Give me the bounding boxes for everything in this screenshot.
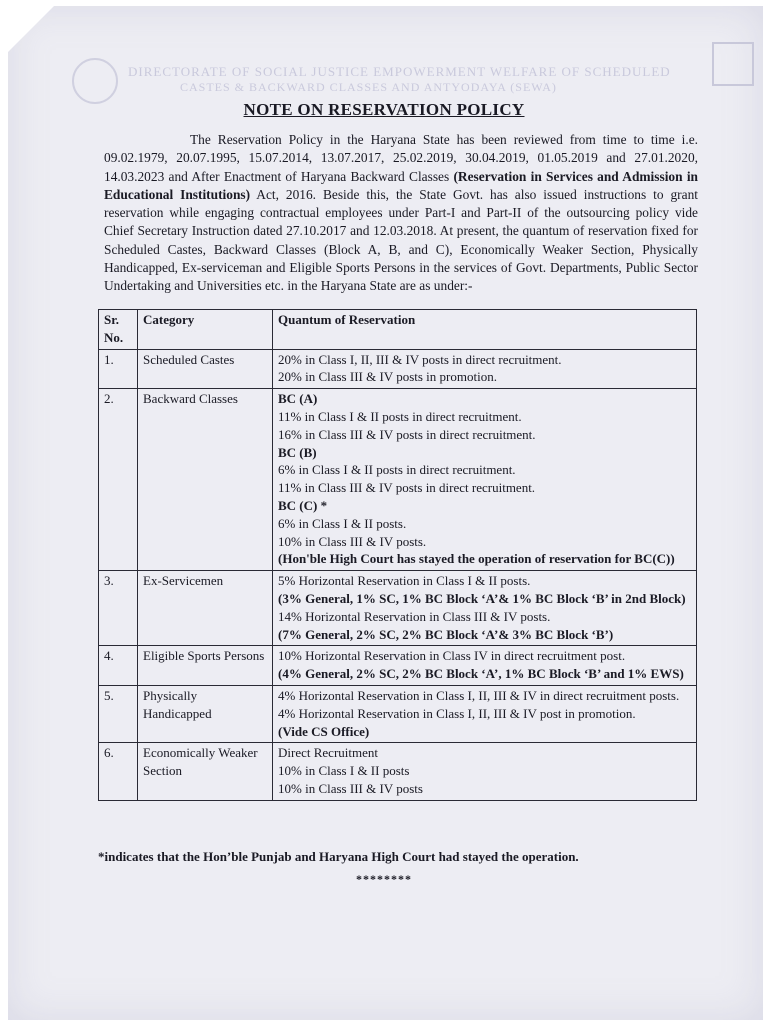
table-header-row — [99, 310, 697, 350]
row-sr-no: 3. — [99, 571, 138, 646]
table-row — [99, 646, 697, 686]
quantum-line: 20% in Class I, II, III & IV posts in direct recruitment. — [278, 351, 562, 367]
row-category: Ex-Servicemen — [138, 571, 273, 646]
intro-paragraph — [104, 131, 698, 296]
quantum-line: 10% in Class I & II posts — [278, 763, 410, 779]
quantum-line: 16% in Class III & IV posts in direct recruitment. — [278, 426, 536, 442]
quantum-line: 10% in Class III & IV posts. — [278, 533, 427, 549]
quantum-line: (Vide CS Office) — [278, 723, 370, 739]
header-sr-no: Sr. No. — [99, 310, 138, 350]
quantum-line: 10% in Class III & IV posts — [278, 780, 423, 796]
page-title: NOTE ON RESERVATION POLICY — [243, 100, 525, 119]
row-quantum — [273, 743, 697, 800]
table-body — [99, 349, 697, 800]
intro-text-2: Act, 2016. Beside this, the State Govt. has also issued instructions to grant reservation while engaging contractual employees under Part-I and Part-II of the outsourcing policy vide Chief Secretary Instruction dated 27.10.2017 and 12.03.2018. At present, the quantum of reservation fixed for Scheduled Castes, Backward Classes (Block A, B, and C), Economically Weaker Section, Physically Handicapped, Ex-serviceman and Eligible Sports Persons in the services of Govt. Departments, Public Sector Undertaking and Universities etc. in the Haryana State are as under:- — [104, 186, 699, 294]
bleed-through-header-line1: DIRECTORATE OF SOCIAL JUSTICE EMPOWERMENT WELFARE OF SCHEDULED — [128, 64, 671, 79]
header-quantum: Quantum of Reservation — [273, 310, 697, 350]
row-sr-no: 6. — [99, 743, 138, 800]
quantum-line: 10% Horizontal Reservation in Class IV in direct recruitment post. — [278, 648, 626, 664]
row-quantum — [273, 571, 697, 646]
quantum-line: 4% Horizontal Reservation in Class I, II, III & IV in direct recruitment posts. — [278, 687, 680, 703]
quantum-line: BC (B) — [278, 444, 317, 460]
quantum-line: 4% Horizontal Reservation in Class I, II, III & IV post in promotion. — [278, 705, 636, 721]
row-sr-no: 2. — [99, 389, 138, 571]
intro-text-1: The Reservation Policy in the Haryana State has been reviewed from time to time i.e. 09.02.1979, 20.07.1995, 15.07.2014, 13.07.2017, 25.02.2019, 30.04.2019, 01.05.2019 and 27.01.2020, 14.03.2023 and After Enactment of Haryana Backward Classes — [104, 132, 698, 184]
intro-act-name: (Reservation in Services and Admission in Educational Institutions) — [104, 168, 698, 202]
quantum-line: (Hon'ble High Court has stayed the operation of reservation for BC(C)) — [278, 551, 675, 567]
row-category: Physically Handicapped — [138, 685, 273, 742]
quantum-line: 11% in Class I & II posts in direct recruitment. — [278, 408, 522, 424]
quantum-line: 20% in Class III & IV posts in promotion. — [278, 369, 497, 385]
row-category: Backward Classes — [138, 389, 273, 571]
quantum-line: BC (C) * — [278, 497, 328, 513]
folded-corner — [8, 6, 54, 52]
logo-stamp — [712, 42, 754, 86]
quantum-line: Direct Recruitment — [278, 745, 378, 761]
row-sr-no: 4. — [99, 646, 138, 686]
row-category: Eligible Sports Persons — [138, 646, 273, 686]
reservation-table — [98, 309, 697, 801]
emblem-seal — [72, 58, 118, 104]
table-row — [99, 389, 697, 571]
row-sr-no: 5. — [99, 685, 138, 742]
row-quantum — [273, 685, 697, 742]
row-quantum — [273, 349, 697, 389]
quantum-line: 11% in Class III & IV posts in direct recruitment. — [278, 480, 536, 496]
row-category: Economically Weaker Section — [138, 743, 273, 800]
end-mark: ******** — [356, 872, 412, 886]
quantum-line: 5% Horizontal Reservation in Class I & II posts. — [278, 573, 531, 589]
quantum-line: (3% General, 1% SC, 1% BC Block ‘A’& 1% BC Block ‘B’ in 2nd Block) — [278, 590, 686, 606]
row-quantum — [273, 389, 697, 571]
quantum-line: (7% General, 2% SC, 2% BC Block ‘A’& 3% BC Block ‘B’) — [278, 626, 614, 642]
table-row — [99, 571, 697, 646]
row-sr-no: 1. — [99, 349, 138, 389]
table-row — [99, 685, 697, 742]
quantum-line: (4% General, 2% SC, 2% BC Block ‘A’, 1% BC Block ‘B’ and 1% EWS) — [278, 666, 684, 682]
quantum-line: 6% in Class I & II posts. — [278, 515, 407, 531]
bleed-through-header-line2: CASTES & BACKWARD CLASSES AND ANTYODAYA (SEWA) — [180, 80, 557, 94]
table-row — [99, 349, 697, 389]
header-category: Category — [138, 310, 273, 350]
quantum-line: BC (A) — [278, 391, 318, 407]
table-row — [99, 743, 697, 800]
footnote: *indicates that the Hon’ble Punjab and Haryana High Court had stayed the operation. — [98, 849, 579, 864]
row-quantum — [273, 646, 697, 686]
row-category: Scheduled Castes — [138, 349, 273, 389]
quantum-line: 6% in Class I & II posts in direct recruitment. — [278, 462, 516, 478]
quantum-line: 14% Horizontal Reservation in Class III & IV posts. — [278, 608, 551, 624]
